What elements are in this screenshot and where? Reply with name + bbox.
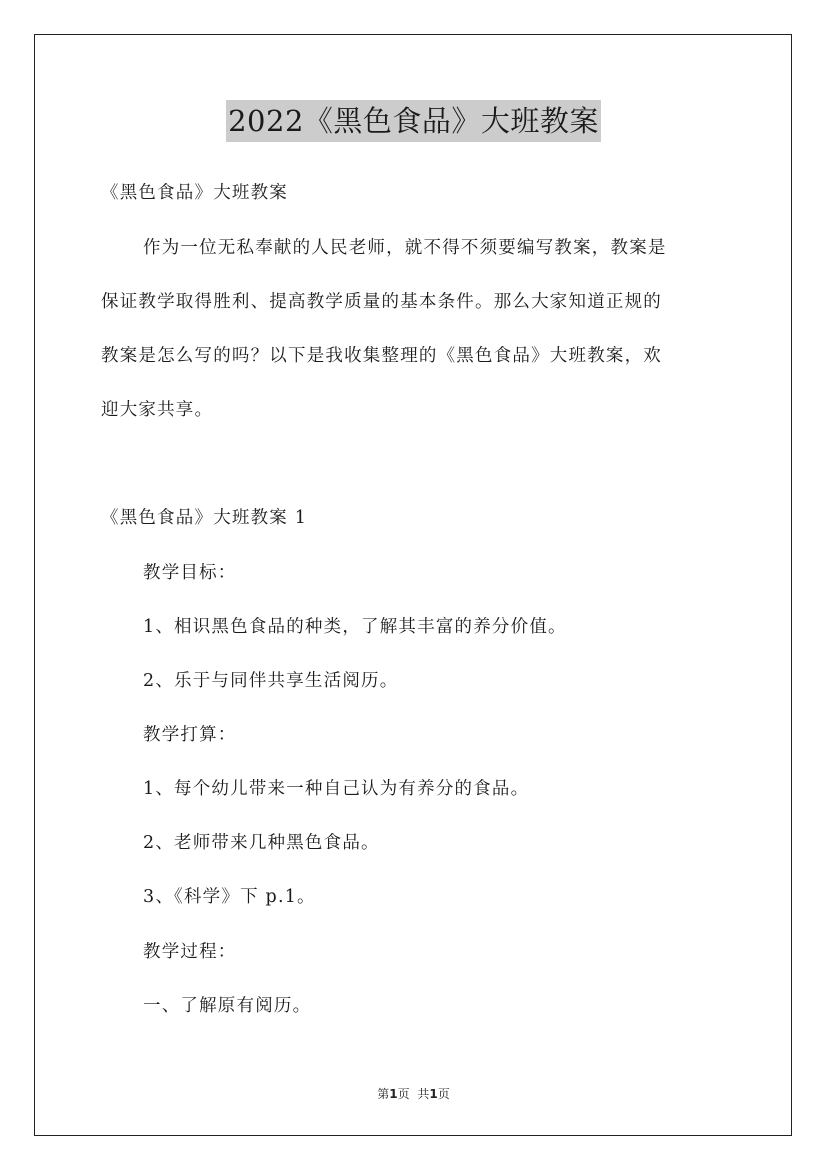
section-line: 教学打算：	[143, 725, 237, 745]
section-line: 1、相识黑色食品的种类，了解其丰富的养分价值。	[143, 617, 567, 637]
intro-line: 作为一位无私奉献的人民老师，就不得不须要编写教案，教案是	[143, 238, 667, 258]
page-suffix: 页	[397, 1087, 410, 1101]
section-heading: 《黑色食品》大班教案 1	[101, 508, 308, 528]
section-line: 2、乐于与同伴共享生活阅历。	[143, 671, 399, 691]
section-line: 教学过程：	[143, 942, 237, 962]
total-pages: 1	[429, 1087, 438, 1101]
title-container	[0, 100, 827, 142]
document-subtitle: 《黑色食品》大班教案	[101, 183, 288, 203]
total-prefix: 共	[417, 1087, 430, 1101]
intro-line: 迎大家共享。	[101, 400, 214, 420]
section-line: 教学目标：	[143, 563, 237, 583]
page-footer	[0, 1085, 827, 1102]
section-line: 3、《科学》下 p.1。	[143, 887, 316, 907]
section-line: 一、了解原有阅历。	[143, 996, 312, 1016]
document-title: 2022《黑色食品》大班教案	[226, 100, 601, 142]
section-line: 1、每个幼儿带来一种自己认为有养分的食品。	[143, 779, 530, 799]
page-number: 1	[389, 1087, 398, 1101]
section-line: 2、老师带来几种黑色食品。	[143, 833, 380, 853]
page-prefix: 第	[377, 1087, 390, 1101]
intro-line: 教案是怎么写的吗？以下是我收集整理的《黑色食品》大班教案，欢	[101, 346, 662, 366]
total-suffix: 页	[437, 1087, 450, 1101]
intro-line: 保证教学取得胜利、提高教学质量的基本条件。那么大家知道正规的	[101, 292, 662, 312]
